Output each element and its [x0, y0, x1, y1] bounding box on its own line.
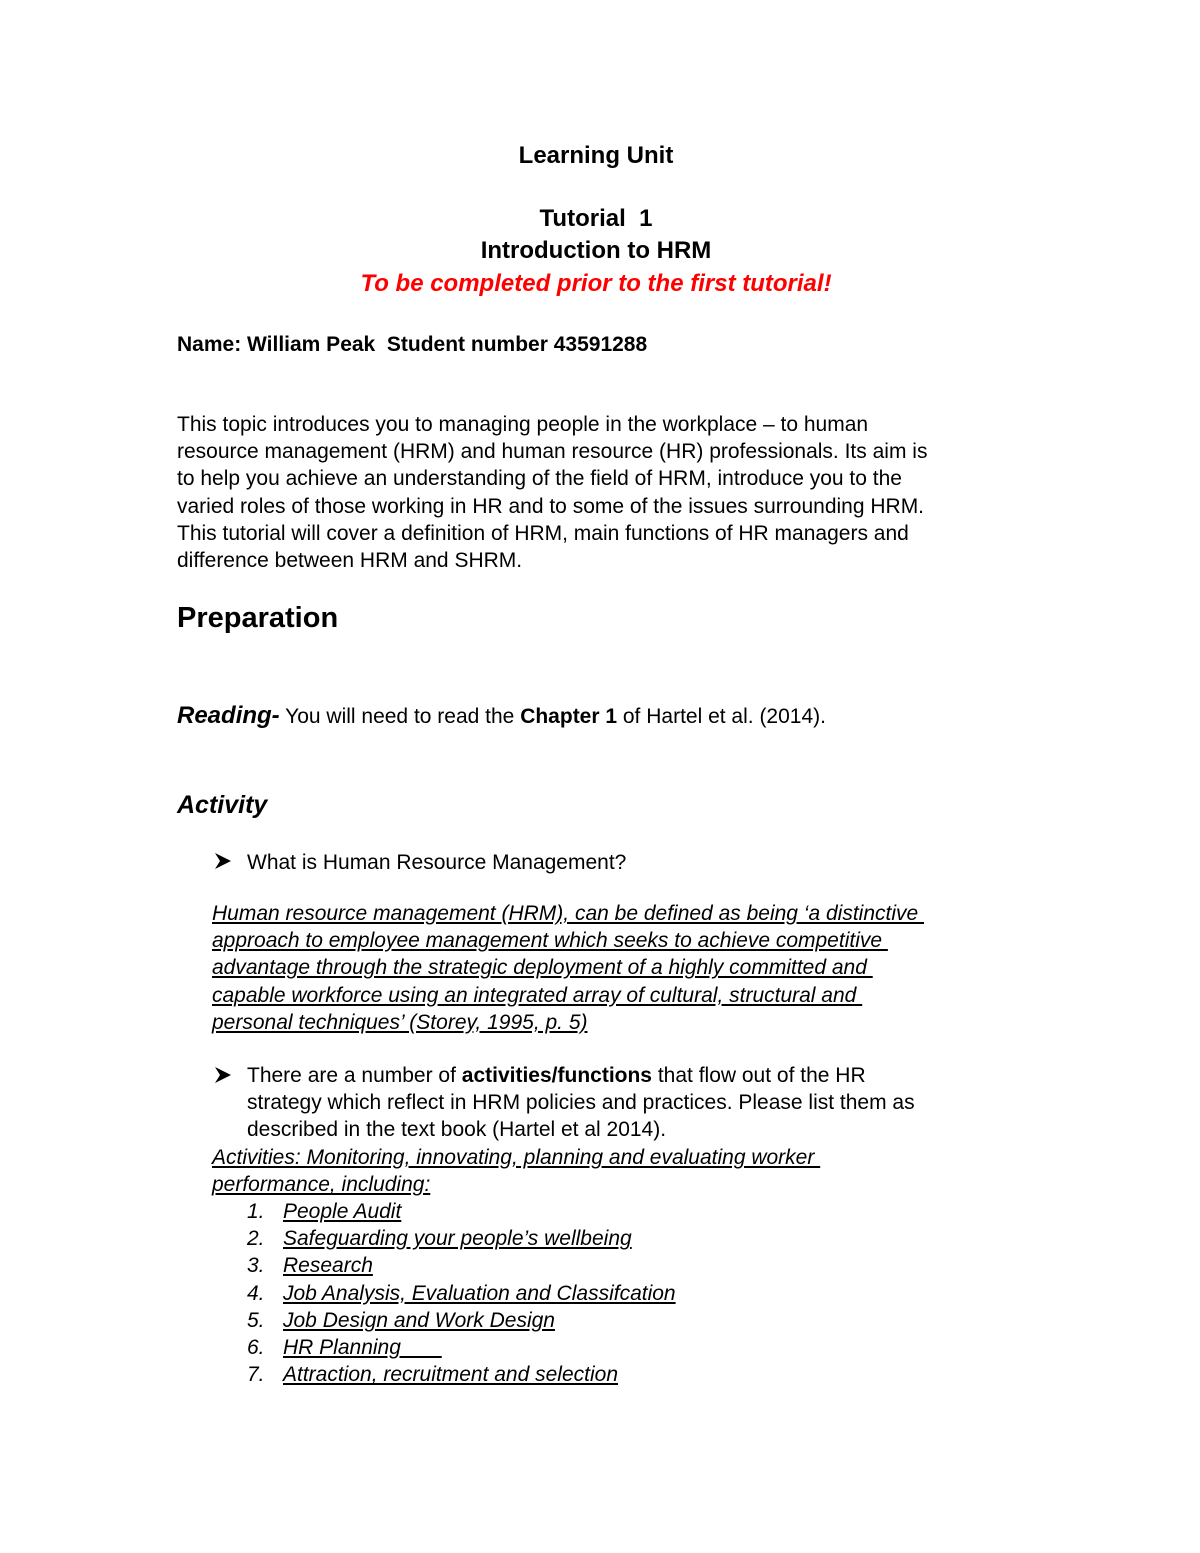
- answer-activities-intro: [212, 1144, 820, 1198]
- list-text: Safeguarding your people’s wellbeing: [283, 1227, 632, 1251]
- intro-line: This tutorial will cover a definition of HRM, main functions of HR managers and: [177, 521, 909, 545]
- list-item: [247, 1334, 676, 1361]
- question-line: strategy which reflect in HRM policies and practices. Please list them as: [247, 1091, 915, 1115]
- tutorial-label: Tutorial 1: [539, 205, 653, 232]
- student-name-line: Name: William Peak Student number 43591288: [177, 333, 648, 356]
- intro-line: varied roles of those working in HR and to some of the issues surrounding HRM.: [177, 494, 925, 518]
- question-line: [247, 1062, 915, 1089]
- arrowhead-bullet-icon: [214, 1066, 232, 1089]
- activity-heading: Activity: [177, 791, 268, 819]
- intro-line: resource management (HRM) and human resource (HR) professionals. Its aim is: [177, 440, 928, 464]
- list-number: 7.: [247, 1363, 265, 1387]
- list-item: [247, 1307, 676, 1334]
- question-line: described in the text book (Hartel et al 2014).: [247, 1118, 667, 1142]
- answer-line: Human resource management (HRM), can be defined as being ‘a distinctive: [212, 902, 925, 925]
- arrowhead-bullet-icon: [214, 852, 232, 875]
- list-item: [247, 1280, 676, 1307]
- reading-line: [177, 702, 826, 730]
- question-bold: activities/functions: [461, 1064, 652, 1087]
- intro-line: to help you achieve an understanding of the field of HRM, introduce you to the: [177, 467, 902, 491]
- list-number: 4.: [247, 1281, 265, 1305]
- list-text: Attraction, recruitment and selection: [283, 1363, 618, 1387]
- list-text: Research: [283, 1254, 373, 1278]
- unit-title: Learning Unit: [518, 142, 674, 169]
- reading-text-pre: You will need to read the: [279, 705, 521, 728]
- list-text: Job Design and Work Design: [283, 1308, 555, 1332]
- list-number: 3.: [247, 1254, 265, 1278]
- list-item: [247, 1198, 676, 1225]
- list-item: [247, 1252, 676, 1279]
- list-number: 2.: [247, 1227, 265, 1251]
- reading-text-post: of Hartel et al. (2014).: [617, 705, 826, 728]
- answer-line: Activities: Monitoring, innovating, planning and evaluating worker: [212, 1146, 821, 1169]
- answer-line: capable workforce using an integrated array of cultural, structural and: [212, 983, 863, 1007]
- intro-line: difference between HRM and SHRM.: [177, 549, 523, 573]
- reading-chapter: Chapter 1: [520, 705, 618, 728]
- answer-line: advantage through the strategic deployment of a highly committed and: [212, 956, 873, 980]
- list-item: [247, 1225, 676, 1252]
- answer-line: approach to employee management which seeks to achieve competitive: [212, 929, 888, 953]
- reading-label: Reading-: [177, 702, 280, 729]
- answer-line: performance, including:: [212, 1173, 431, 1197]
- question-text-pre: There are a number of: [247, 1064, 462, 1087]
- question-text-post: that flow out of the HR: [652, 1064, 866, 1087]
- list-number: 6.: [247, 1336, 265, 1360]
- tutorial-topic: Introduction to HRM: [480, 237, 712, 264]
- list-number: 5.: [247, 1308, 265, 1332]
- activities-list: [247, 1198, 676, 1388]
- intro-paragraph: [177, 411, 927, 574]
- completion-notice: To be completed prior to the first tutorial!: [360, 270, 832, 297]
- intro-line: This topic introduces you to managing people in the workplace – to human: [177, 413, 869, 436]
- list-number: 1.: [247, 1200, 265, 1223]
- question-what-is-hrm: What is Human Resource Management?: [247, 851, 627, 874]
- question-hr-activities: [247, 1062, 915, 1144]
- list-text: Job Analysis, Evaluation and Classifcation: [283, 1281, 676, 1305]
- preparation-heading: Preparation: [177, 602, 339, 634]
- answer-line: personal techniques’ (Storey, 1995, p. 5): [212, 1010, 588, 1034]
- answer-hrm-definition: [212, 900, 924, 1036]
- list-text: HR Planning: [283, 1336, 442, 1360]
- list-item: [247, 1361, 676, 1388]
- list-text: People Audit: [283, 1200, 402, 1223]
